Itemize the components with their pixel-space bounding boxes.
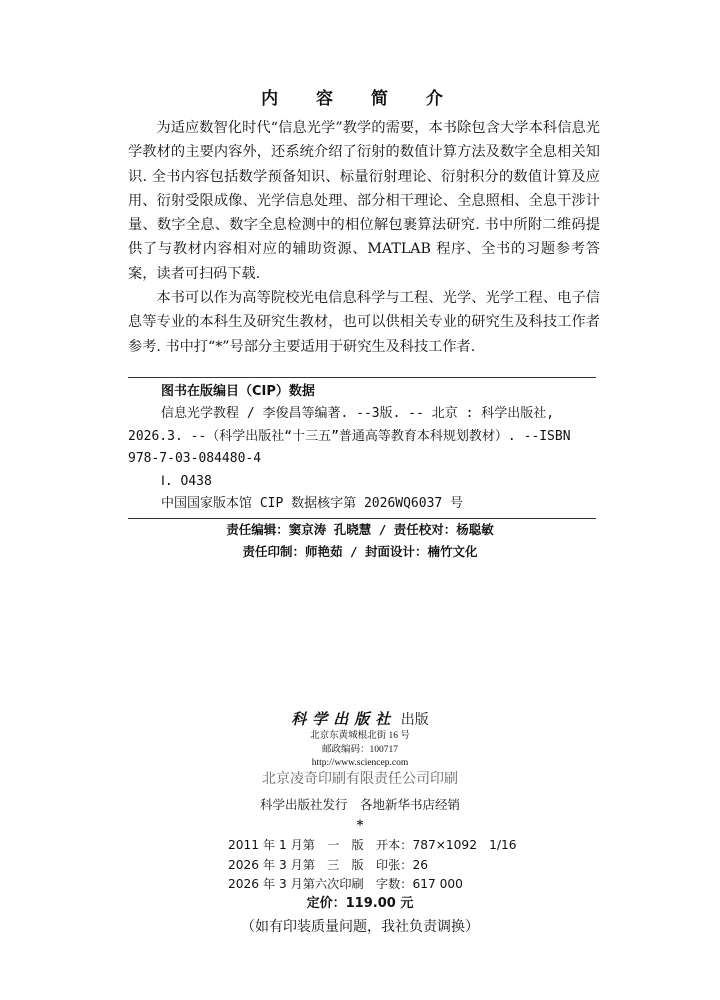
summary-paragraph-2: 本书可以作为高等院校光电信息科学与工程、光学、光学工程、电子信息等专业的本科生及研究生教材，也可以供相关专业的研究生及科技工作者参考. 书中打“*”号部分主要适用于研究生及科技工作者. — [128, 290, 600, 355]
price: 定价：119.00 元 — [306, 896, 414, 911]
cip-line-1: 信息光学教程 / 李俊昌等编著. --3版. -- 北京 : 科学出版社, — [161, 406, 555, 422]
edition-line-1: 2011 年 1 月第 一 版 开本：787×1092 1/16 — [228, 838, 517, 852]
distribution-line: 科学出版社发行 各地新华书店经销 — [259, 797, 460, 812]
publisher-postcode: 邮政编码：100717 — [321, 744, 398, 755]
summary-paragraph-1: 为适应数智化时代“信息光学”教学的需要，本书除包含大学本科信息光学教材的主要内容外，还系统介绍了衍射的数值计算方法及数字全息相关知识. 全书内容包括数学预备知识、标量衍射理论、衍射积分的数值计算及应用、衍射受限成像、光学信息处理、部分相干理论、全息照相、全息干涉计量、数字全息、数字全息检测中的相位解包裹算法研究. 书中所附二维码提供了与教材内容相对应的辅助资源、MATLAB 程序、全书的习题参考答案，读者可扫码下载. — [128, 120, 600, 282]
publisher-logo-text: 科学出版社 — [291, 710, 397, 728]
cip-heading: 图书在版编目（CIP）数据 — [161, 384, 315, 399]
quality-note: （如有印装质量问题，我社负责调换） — [241, 919, 479, 935]
cip-line-5: 中国国家版本馆 CIP 数据核字第 2026WQ6037 号 — [161, 496, 464, 512]
edition-line-3: 2026 年 3 月第六次印刷 字数：617 000 — [228, 877, 463, 892]
edition-info — [228, 836, 517, 895]
cip-line-2: 2026.3. --（科学出版社“十三五”普通高等教育本科规划教材）. --ISBN — [128, 428, 571, 444]
editor-credits — [0, 519, 720, 563]
editor-line-2: 责任印制：师艳茹 / 封面设计：楠竹文化 — [242, 544, 478, 559]
cip-block — [128, 381, 596, 515]
printer-line: 北京凌奇印刷有限责任公司印刷 — [262, 771, 458, 787]
separator-star: * — [356, 818, 364, 833]
cip-top-rule — [128, 377, 596, 378]
page-title: 内 容 简 介 — [261, 89, 459, 109]
publisher-url: http://www.sciencep.com — [311, 758, 409, 768]
publisher-details — [0, 730, 720, 771]
edition-line-2: 2026 年 3 月第 三 版 印张：26 — [228, 857, 428, 872]
editor-line-1: 责任编辑：窦京涛 孔晓慧 / 责任校对：杨聪敏 — [226, 522, 494, 537]
publisher-line — [0, 708, 720, 729]
publisher-suffix: 出版 — [400, 712, 429, 728]
cip-line-4: Ⅰ. O438 — [161, 473, 212, 489]
content-summary — [128, 116, 600, 359]
cip-line-3: 978-7-03-084480-4 — [128, 451, 262, 467]
publisher-address: 北京东黄城根北街 16 号 — [310, 731, 410, 741]
